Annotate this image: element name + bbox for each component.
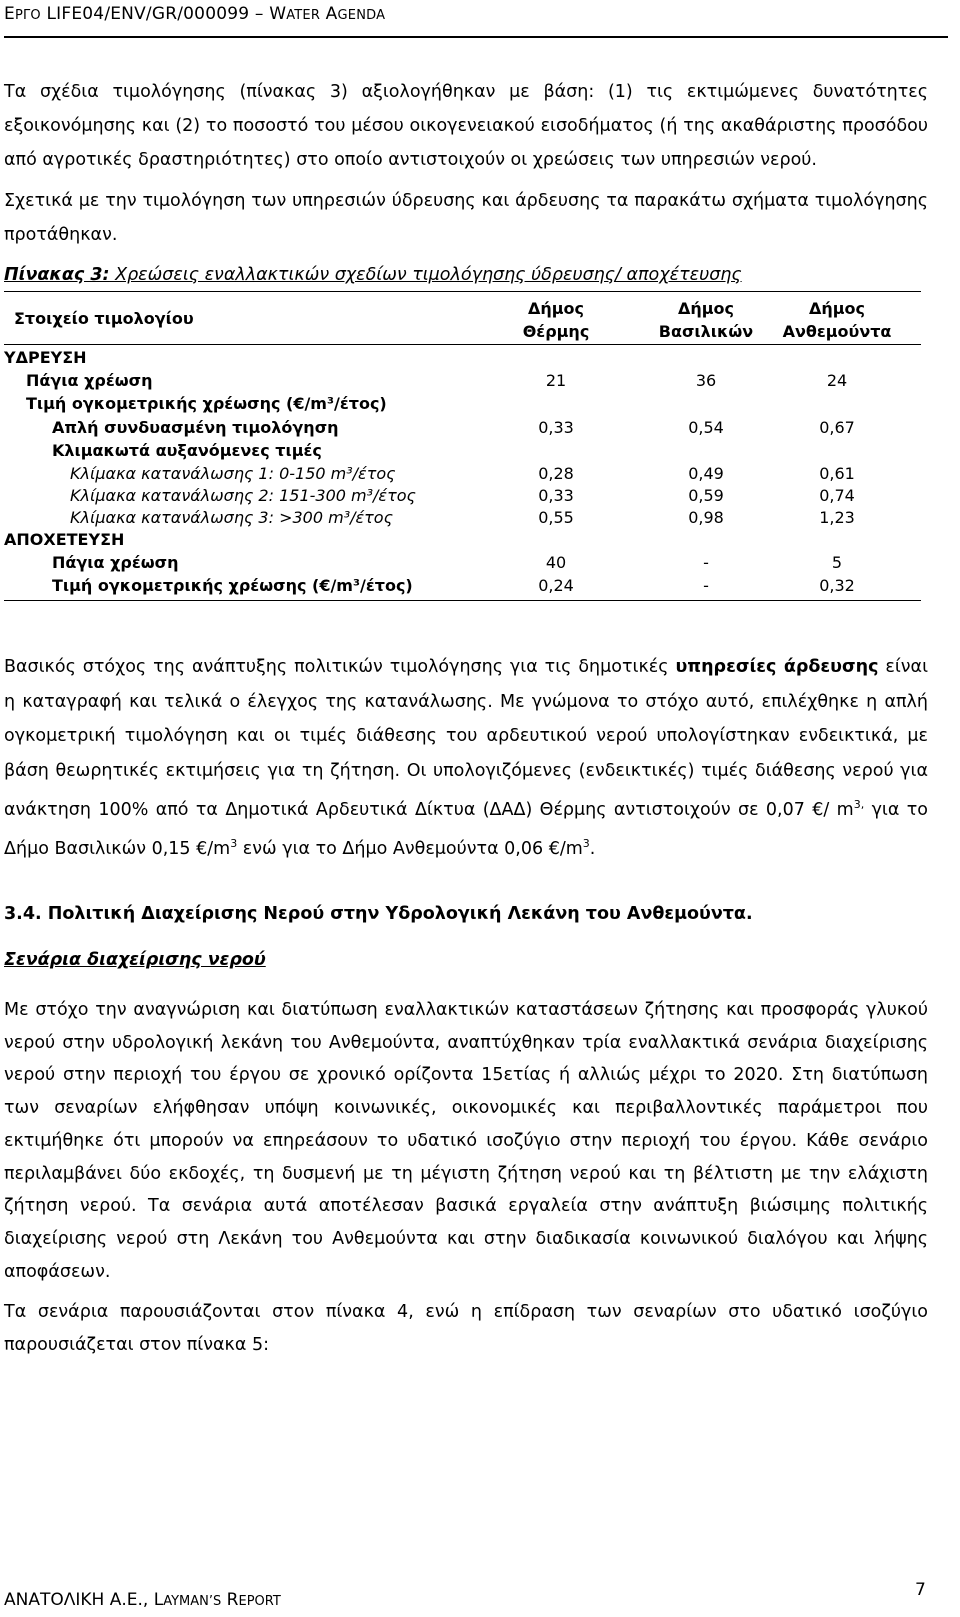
- paragraph-2: Σχετικά με την τιμολόγηση των υπηρεσιών ύδρευσης και άρδευσης τα παρακάτω σχήματα τιμολόγησης προτάθηκαν.: [4, 191, 928, 245]
- cell-vasilika: 0,59: [688, 486, 724, 505]
- paragraph-5: Τα σενάρια παρουσιάζονται στον πίνακα 4, ενώ η επίδραση των σεναρίων στο υδατικό ισοζύγιο παρουσιάζεται στον πίνακα 5:: [4, 1302, 928, 1355]
- table-row: [4, 347, 921, 369]
- table-row: [4, 463, 921, 485]
- p3-bold: υπηρεσίες άρδευσης: [675, 657, 879, 677]
- table-header-thermi: [486, 297, 626, 343]
- col3-line2: Ανθεμούντα: [782, 322, 892, 341]
- running-header: [4, 4, 385, 24]
- col1-line2: Θέρμης: [522, 322, 590, 341]
- row-label: Κλίμακα κατανάλωσης 2: 151-300 m³/έτος: [70, 486, 416, 505]
- table-caption: [4, 265, 742, 285]
- row-label: Κλίμακα κατανάλωσης 3: >300 m³/έτος: [70, 508, 393, 527]
- p3-part-e: .: [589, 839, 596, 860]
- table-row: [4, 393, 921, 415]
- row-label: Τιμή ογκομετρικής χρέωσης (€/m³/έτος): [26, 394, 387, 413]
- header-agenda-rest1: ATER: [286, 8, 321, 23]
- table-header-vasilika: [636, 297, 776, 343]
- p3-part-b: είναι η καταγραφή και τελικά ο έλεγχος της κατανάλωσης. Με γνώμονα το στόχο αυτό, επιλέχθηκε η απλή ογκομετρική τιμολόγηση και οι τιμές διάθεσης του αρδευτικού νερού υπολογίστηκαν ενδεικτικά, με βάση θεωρητικές εκτιμήσεις για τη ζήτηση. Οι υπολογιζόμενες (ενδεικτικές) τιμές διάθεσης νερού για ανάκτηση 100% από τα Δημοτικά Αρδευτικά Δίκτυα (ΔΑΔ) Θέρμης αντιστοιχούν σε 0,07 €/ m: [4, 657, 929, 820]
- table-rule-header: [4, 344, 921, 345]
- header-prefix-rest: ΡΓΟ: [14, 8, 41, 23]
- footer-r: R: [221, 1590, 239, 1610]
- table-caption-label: Πίνακας 3:: [4, 265, 110, 285]
- table-row: [4, 370, 921, 392]
- header-prefix: Ε: [4, 4, 15, 24]
- cell-vasilika: -: [703, 576, 709, 595]
- row-label: Πάγια χρέωση: [52, 553, 179, 572]
- cell-anthemounta: 0,32: [819, 576, 855, 595]
- cell-vasilika: -: [703, 553, 709, 572]
- row-label: Τιμή ογκομετρικής χρέωσης (€/m³/έτος): [52, 576, 413, 595]
- table-header-anthemounta: [767, 297, 907, 343]
- table-row: [4, 575, 921, 597]
- cell-anthemounta: 0,67: [819, 418, 855, 437]
- p3-part-c: για το Δήμο Βασιλικών 0,15 €/m: [4, 799, 928, 860]
- cell-thermi: 0,33: [538, 486, 574, 505]
- section-heading: 3.4. Πολιτική Διαχείρισης Νερού στην Υδρολογική Λεκάνη του Ανθεμούντα.: [4, 904, 753, 924]
- table-header-item: Στοιχείο τιμολογίου: [14, 309, 194, 328]
- p3-sup3: 3: [582, 837, 590, 851]
- table-row: [4, 417, 921, 439]
- row-label: Απλή συνδυασμένη τιμολόγηση: [52, 418, 339, 437]
- table-row: [4, 552, 921, 574]
- cell-thermi: 0,24: [538, 576, 574, 595]
- p3-sup1: 3,: [853, 798, 865, 811]
- footer-s: S: [213, 1594, 222, 1609]
- cell-thermi: 40: [545, 553, 567, 572]
- page-number: 7: [915, 1580, 926, 1600]
- running-footer: [4, 1590, 281, 1610]
- col3-line1: Δήμος: [808, 299, 866, 318]
- table-rule-top: [4, 291, 921, 292]
- p3-part-d: ενώ για το Δήμο Ανθεμούντα 0,06 €/m: [237, 839, 583, 860]
- table-rule-bottom: [4, 600, 921, 601]
- cell-vasilika: 36: [695, 371, 717, 390]
- cell-anthemounta: 1,23: [819, 508, 855, 527]
- cell-thermi: 0,33: [538, 418, 574, 437]
- cell-thermi: 0,55: [538, 508, 574, 527]
- cell-anthemounta: 0,74: [819, 486, 855, 505]
- table-row: [4, 507, 921, 529]
- header-rule: [4, 36, 948, 38]
- row-label: ΥΔΡΕΥΣΗ: [4, 348, 87, 367]
- col1-line1: Δήμος: [527, 299, 585, 318]
- paragraph-4: Με στόχο την αναγνώριση και διατύπωση εναλλακτικών καταστάσεων ζήτησης και προσφοράς γλυκού νερού στην υδρολογική λεκάνη του Ανθεμούντα, αναπτύχθηκαν τρία εναλλακτικά σενάρια διαχείρισης νερού στην περιοχή του έργου σε χρονικό ορίζοντα 15ετίας ή αλλιώς μέχρι το 2020. Στη διατύπωση των σεναρίων ελήφθησαν υπόψη κοινωνικές, οικονομικές και περιβαλλοντικές παράμετροι που εκτιμήθηκε ότι μπορούν να επηρεάσουν το υδατικό ισοζύγιο στην περιοχή του έργου. Κάθε σενάριο περιλαμβάνει δύο εκδοχές, τη δυσμενή με τη μέγιστη ζήτηση νερού και τη βέλτιστη με την ελάχιστη ζήτηση νερού. Τα σενάρια αυτά αποτέλεσαν βασικά εργαλεία στην ανάπτυξη βιώσιμης πολιτικής διαχείρισης νερού στη Λεκάνη του Ανθεμούντα και στην διαδικασία κοινωνικού διαλόγου και λήψης αποφάσεων.: [4, 1000, 928, 1282]
- footer-ayman: AYMAN: [163, 1594, 209, 1609]
- table-caption-text: Χρεώσεις εναλλακτικών σχεδίων τιμολόγησης ύδρευσης/ αποχέτευσης: [109, 265, 742, 285]
- header-project-code: LIFE04/ENV/GR/000099 –: [40, 4, 270, 24]
- p3-sup2: 3: [230, 837, 238, 851]
- footer-apos: ’: [208, 1594, 214, 1609]
- table-row: [4, 485, 921, 507]
- header-agenda-w: W: [269, 4, 287, 24]
- cell-vasilika: 0,54: [688, 418, 724, 437]
- row-label: ΑΠΟΧΕΤΕΥΣΗ: [4, 530, 125, 549]
- p3-part-a: Βασικός στόχος της ανάπτυξης πολιτικών τιμολόγησης για τις δημοτικές: [4, 657, 676, 677]
- col2-line2: Βασιλικών: [658, 322, 754, 341]
- cell-thermi: 21: [545, 371, 567, 390]
- subsection-heading: Σενάρια διαχείρισης νερού: [4, 950, 266, 970]
- footer-eport: EPORT: [238, 1594, 281, 1609]
- footer-l: L: [153, 1590, 164, 1610]
- paragraph-3: [4, 650, 928, 867]
- table-row: [4, 529, 921, 551]
- footer-company: ΑΝΑΤΟΛΙΚΗ Α.Ε.,: [4, 1590, 154, 1610]
- header-agenda-rest2: GENDA: [337, 8, 386, 23]
- cell-anthemounta: 5: [831, 553, 843, 572]
- cell-vasilika: 0,98: [688, 508, 724, 527]
- row-label: Πάγια χρέωση: [26, 371, 153, 390]
- row-label: Κλίμακα κατανάλωσης 1: 0-150 m³/έτος: [70, 464, 396, 483]
- cell-anthemounta: 0,61: [819, 464, 855, 483]
- header-agenda-a: A: [320, 4, 338, 24]
- cell-thermi: 0,28: [538, 464, 574, 483]
- row-label: Κλιμακωτά αυξανόμενες τιμές: [52, 441, 322, 460]
- paragraph-1: Τα σχέδια τιμολόγησης (πίνακας 3) αξιολογήθηκαν με βάση: (1) τις εκτιμώμενες δυνατότητες εξοικονόμησης και (2) το ποσοστό του μέσου οικογενειακού εισοδήματος (ή της ακαθάριστης προσόδου από αγροτικές δραστηριότητες) στο οποίο αντιστοιχούν οι χρεώσεις των υπηρεσιών νερού.: [4, 82, 928, 170]
- table-row: [4, 440, 921, 462]
- cell-anthemounta: 24: [826, 371, 848, 390]
- col2-line1: Δήμος: [677, 299, 735, 318]
- cell-vasilika: 0,49: [688, 464, 724, 483]
